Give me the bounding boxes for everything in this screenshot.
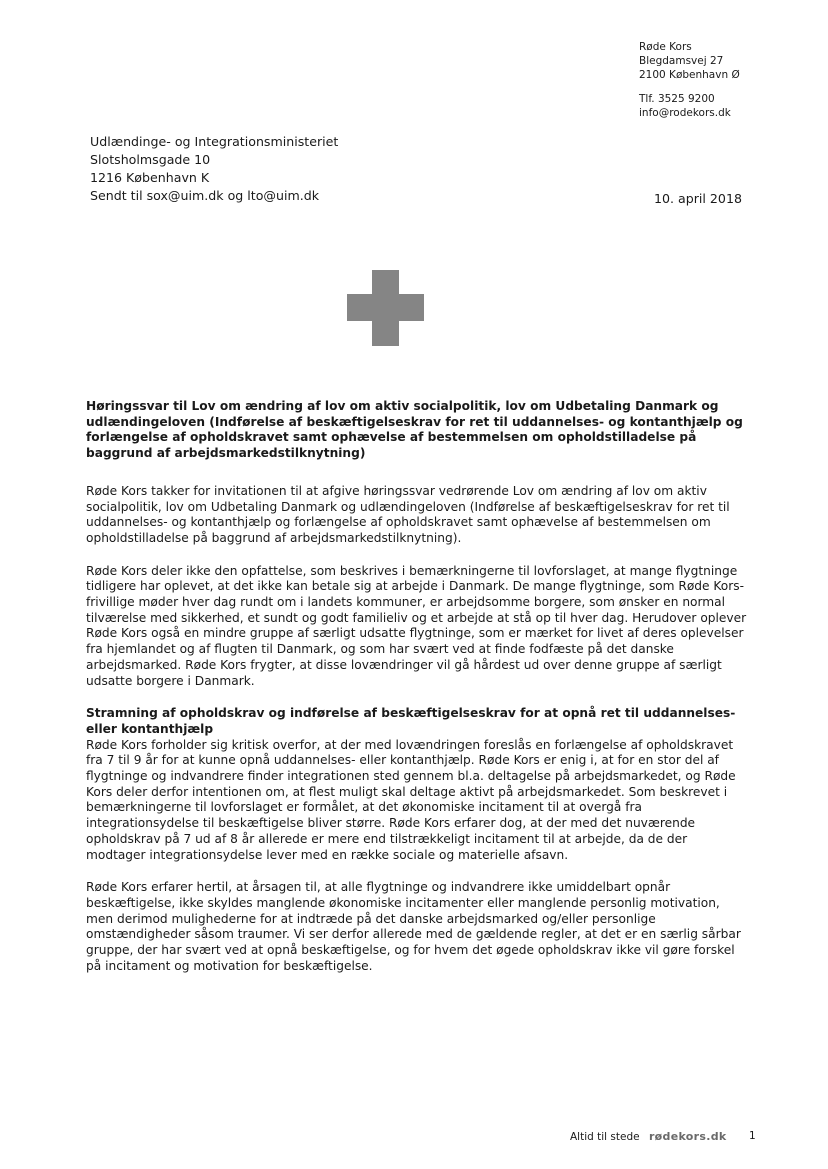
section-heading: Stramning af opholdskrav og indførelse af beskæftigelseskrav for at opnå ret til uddannelses- eller kontanthjælp	[86, 706, 736, 736]
sender-street: Blegdamsvej 27	[639, 55, 724, 67]
letter-body	[86, 399, 750, 992]
body-paragraph: Røde Kors deler ikke den opfattelse, som beskrives i bemærkningerne til lovforslaget, at mange flygtninge tidligere har oplevet, at det ikke kan betale sig at arbejde i Danmark. De mange flygtninge, som Røde Kors-frivillige møder hver dag rundt om i landets kommuner, er arbejdsomme borgere, som ønsker en normal tilværelse med sikkerhed, et sundt og godt familieliv og et arbejde at stå op til hver dag. Herudover oplever Røde Kors også en mindre gruppe af særligt udsatte flygtninge, som er mærket for livet af deres oplevelser fra hjemlandet og af flugten til Danmark, og som har svært ved at finde fodfæste på det danske arbejdsmarked. Røde Kors frygter, at disse lovændringer vil gå hårdest ud over denne gruppe af særligt udsatte borgere i Danmark.	[86, 563, 747, 688]
document-title: Høringssvar til Lov om ændring af lov om aktiv socialpolitik, lov om Udbetaling Danmark og udlændingeloven (Indførelse af beskæftigelseskrav for ret til uddannelses- og kontanthjælp og forlængelse af opholdskravet samt ophævelse af bestemmelsen om opholdstilladelse på baggrund af arbejdsmarkedstilknytning)	[86, 399, 743, 461]
recipient-address	[90, 133, 338, 205]
sender-phone: Tlf. 3525 9200	[639, 93, 715, 105]
body-paragraph: Røde Kors takker for invitationen til at afgive høringssvar vedrørende Lov om ændring af lov om aktiv socialpolitik, lov om Udbetaling Danmark og udlændingeloven (Indførelse af beskæftigelseskrav for ret til uddannelses- og kontanthjælp og forlængelse af opholdskravet samt ophævelse af bestemmelsen om opholdstilladelse på baggrund af arbejdsmarkedstilknytning).	[86, 483, 730, 545]
section-paragraph: Røde Kors erfarer hertil, at årsagen til, at alle flygtninge og indvandrere ikke umiddelbart opnår beskæftigelse, ikke skyldes manglende økonomiske incitamenter eller manglende personlig motivation, men derimod mulighederne for at indtræde på det danske arbejdsmarked og/eller personlige omstændigheder såsom traumer. Vi ser derfor allerede med de gældende regler, at det er en særlig sårbar gruppe, der har svært ved at opnå beskæftigelse, og for hvem det øgede opholdskrav ikke vil gøre forskel på incitament og motivation for beskæftigelse.	[86, 880, 741, 973]
letter-date: 10. april 2018	[654, 191, 742, 206]
recipient-name: Udlændinge- og Integrationsministeriet	[90, 134, 339, 149]
page-number: 1	[749, 1130, 756, 1142]
red-cross-icon	[347, 270, 424, 346]
footer-tagline: Altid til stede	[570, 1131, 640, 1143]
sender-name: Røde Kors	[639, 41, 692, 53]
section-paragraph: Røde Kors forholder sig kritisk overfor, at der med lovændringen foreslås en forlængelse af opholdskravet fra 7 til 9 år for at kunne opnå uddannelses- eller kontanthjælp. Røde Kors er enig i, at for en stor del af flygtninge og indvandrere finder integrationen sted gennem bl.a. deltagelse på arbejdsmarkedet, og Røde Kors deler derfor intentionen om, at flest muligt skal deltage aktivt på arbejdsmarkedet. Som beskrevet i bemærkningerne til lovforslaget er formålet, at det økonomiske incitament til at overgå fra integrationsydelse til beskæftigelse bliver større. Røde Kors erfarer dog, at der med det nuværende opholdskrav på 7 ud af 8 år allerede er mere end tilstrækkeligt incitament til at arbejde, da de der modtager integrationsydelse lever med en række sociale og materielle afsavn.	[86, 737, 736, 862]
sender-city: 2100 København Ø	[639, 69, 740, 81]
recipient-sent-to: Sendt til sox@uim.dk og lto@uim.dk	[90, 188, 320, 203]
sender-email: info@rodekors.dk	[639, 107, 731, 119]
footer-brand: rødekors.dk	[648, 1130, 727, 1143]
recipient-street: Slotsholmsgade 10	[90, 152, 211, 167]
recipient-city: 1216 København K	[90, 170, 210, 185]
sender-address	[639, 40, 740, 120]
footer	[570, 1130, 727, 1143]
